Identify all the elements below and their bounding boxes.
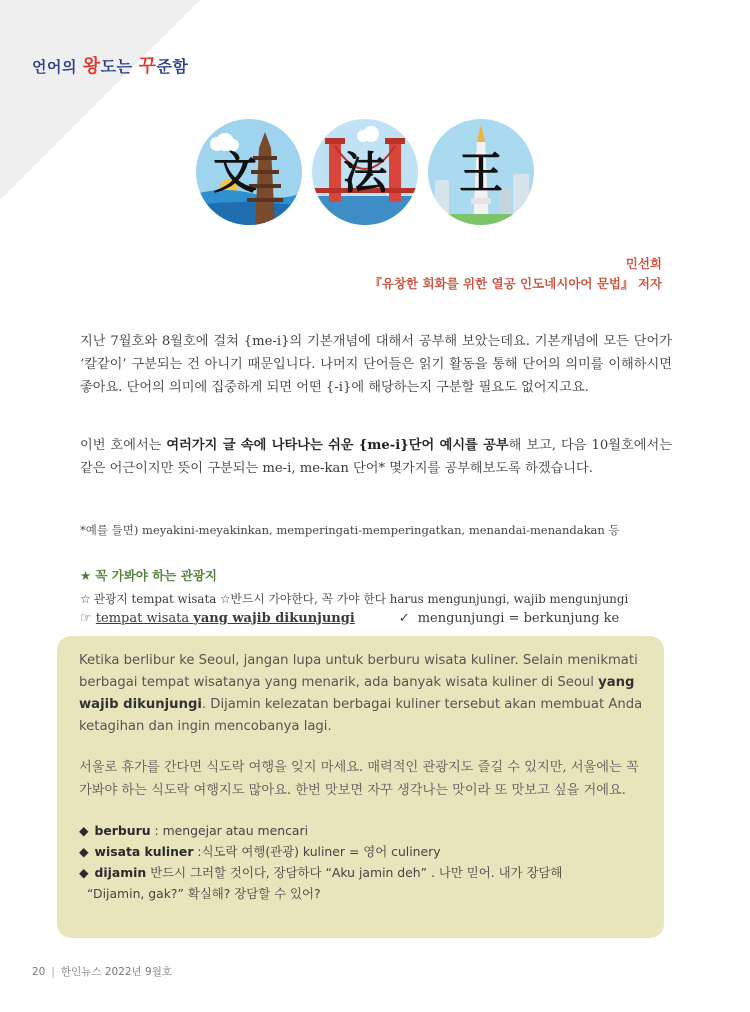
emblem-char: 文 <box>213 148 257 199</box>
vocab-item <box>79 820 644 841</box>
series-title-accent: 꾸 <box>138 56 157 77</box>
title-emblems <box>195 118 535 230</box>
intro-text: 이번 호에서는 <box>80 438 167 453</box>
example-line <box>80 611 680 626</box>
indonesian-text: Ketika berlibur ke Seoul, jangan lupa untuk berburu wisata kuliner. Selain menikmati berbagai tempat wisatanya yang menarik, ada banyak wisata kuliner di Seoul <box>79 653 638 690</box>
monument-icon <box>427 118 535 226</box>
series-title-accent: 왕 <box>82 56 101 77</box>
footer-separator: | <box>51 966 55 978</box>
vocab-definition: : mengejar atau mencari <box>150 823 309 838</box>
series-title-part: 도는 <box>100 57 139 76</box>
vocab-term: berburu <box>94 823 151 838</box>
series-title <box>32 52 188 78</box>
corner-fold-decoration <box>0 0 200 200</box>
bridge-icon <box>311 118 419 226</box>
star-icon: ★ <box>80 568 92 583</box>
section-keyword <box>80 566 680 626</box>
indonesian-highlight: yang wajib dikunjungi <box>79 675 635 712</box>
indonesian-text: . Dijamin kelezatan berbagai kuliner tersebut akan membuat Anda ketagihan dan ingin mencobanya lagi. <box>79 697 643 734</box>
example-box <box>57 636 664 938</box>
vocabulary-list <box>79 820 644 904</box>
intro-paragraph-1: 지난 7월호와 8월호에 걸쳐 {me-i}의 기본개념에 대해서 공부해 보았는데요. 기본개념에 모든 단어가 ‘칼같이’ 구분되는 건 아니기 때문입니다. 나머지 단어들은 읽기 활동을 통해 단어의 의미를 이해하시면 좋아요. 단어의 의미에 집중하게 되면 어떤 {-i}에 해당하는지 구분할 필요도 없어지고요. <box>80 334 672 395</box>
intro-paragraph-2 <box>80 434 672 480</box>
indonesian-paragraph <box>79 650 644 738</box>
pointing-hand-icon: ☞ <box>80 611 92 626</box>
intro-highlight: 여러가지 글 속에 나타나는 쉬운 {me-i}단어 예시를 공부 <box>166 438 509 453</box>
issue-label: 한인뉴스 2022년 9월호 <box>60 966 172 978</box>
footnote: *예를 들면) meyakini-meyakinkan, memperingati-memperingatkan, menandai-menandakan 등 <box>80 523 620 537</box>
vocab-item <box>79 862 644 883</box>
example-plain: tempat wisata <box>95 611 194 626</box>
section-title <box>80 566 680 584</box>
example-note: mengunjungi = berkunjung ke <box>417 611 620 626</box>
keyword-text: 관광지 tempat wisata ☆반드시 가야한다, 꼭 가야 한다 harus mengunjungi, wajib mengunjungi <box>93 592 629 606</box>
check-icon: ✓ <box>398 611 410 626</box>
vocab-continuation: “Dijamin, gak?” 확실해? 장담할 수 있어? <box>87 886 321 901</box>
vocab-term: wisata kuliner <box>94 844 194 859</box>
series-title-part: 준함 <box>156 57 189 76</box>
emblem-char: 法 <box>343 148 387 199</box>
vocab-term: dijamin <box>94 865 147 880</box>
vocab-definition: :식도락 여행(관광) kuliner = 영어 culinery <box>193 844 441 859</box>
vocab-definition: 반드시 그러할 것이다, 장담하다 “Aku jamin deh” . 나만 믿어. 내가 장담해 <box>146 865 563 880</box>
emblem-char: 王 <box>459 148 503 199</box>
author-name: 민선희 <box>625 256 662 271</box>
korean-paragraph: 서울로 휴가를 간다면 식도락 여행을 잊지 마세요. 매력적인 관광지도 즐길 수 있지만, 서울에는 꼭 가봐야 하는 식도락 여행지도 많아요. 한번 맛보면 자꾸 생각나는 맛이라 또 맛보고 싶을 거에요. <box>79 760 639 798</box>
example-phrase <box>96 611 355 626</box>
example-bold: yang wajib dikunjungi <box>193 611 355 626</box>
diamond-icon: ◆ <box>79 865 89 880</box>
diamond-icon: ◆ <box>79 823 89 838</box>
page-number: 20 <box>32 966 46 978</box>
vocab-item <box>79 841 644 862</box>
series-title-part: 언어의 <box>32 58 83 76</box>
pagoda-icon <box>195 118 303 226</box>
author-credit <box>369 254 662 294</box>
page-footer <box>32 964 172 979</box>
star-outline-icon: ☆ <box>80 592 91 606</box>
section-title-text: 꼭 가봐야 하는 관광지 <box>95 568 217 583</box>
keyword-line <box>80 590 680 607</box>
intro-text: 해 보고, 다음 10월호에서는 같은 어근이지만 뜻이 구분되는 me-i, me-kan 단어* 몇가지를 공부해보도록 하겠습니다. <box>80 438 672 476</box>
diamond-icon: ◆ <box>79 844 89 859</box>
author-book: 『유창한 회화를 위한 열공 인도네시아어 문법』 저자 <box>369 276 662 291</box>
